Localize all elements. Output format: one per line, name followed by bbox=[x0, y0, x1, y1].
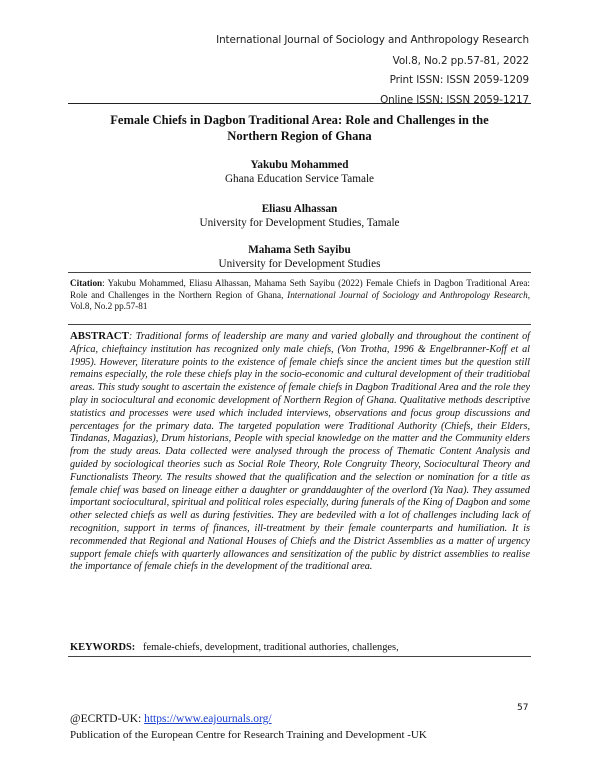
author-affiliation: University for Development Studies bbox=[218, 258, 381, 270]
keywords bbox=[70, 641, 530, 654]
citation-journal: International Journal of Sociology and Anthropology Research bbox=[287, 289, 528, 300]
abstract-divider bbox=[68, 324, 531, 325]
journal-name: International Journal of Sociology and Anthropology Research bbox=[216, 34, 529, 46]
online-issn: Online ISSN: ISSN 2059-1217 bbox=[380, 94, 529, 106]
keywords-label: KEYWORDS: bbox=[70, 642, 136, 653]
author-affiliation: Ghana Education Service Tamale bbox=[224, 173, 375, 185]
volume-info: Vol.8, No.2 pp.57-81, 2022 bbox=[392, 55, 529, 67]
citation-label: Citation bbox=[70, 278, 103, 288]
header-divider bbox=[68, 103, 531, 104]
keywords-text: female-chiefs, development, traditional authories, challenges, bbox=[143, 642, 399, 653]
footer-publisher-link bbox=[70, 713, 272, 725]
author-block-2 bbox=[68, 202, 531, 230]
paper-title bbox=[68, 112, 531, 144]
author-block-3 bbox=[68, 243, 531, 271]
author-name: Eliasu Alhassan bbox=[261, 203, 338, 215]
footer-prefix: @ECRTD-UK: bbox=[70, 713, 145, 725]
print-issn: Print ISSN: ISSN 2059-1209 bbox=[389, 74, 529, 86]
citation-divider bbox=[68, 272, 531, 273]
author-name: Mahama Seth Sayibu bbox=[248, 244, 351, 256]
abstract bbox=[70, 330, 530, 574]
author-block-1 bbox=[68, 158, 531, 186]
citation-issue: , Vol.8, No.2 pp.57-81 bbox=[70, 289, 530, 312]
abstract-text: : Traditional forms of leadership are many and varied globally and throughout the continent of Africa, chieftaincy institution has recognized only male chiefs, (Von Trotha, 1996 & Engelbranner-Koff et al 1995). However, literature points to the existence of female chiefs since the ancient times but the question still remains especially, the role these chiefs play in the socio-economic and cultural development of their traditiobal areas. This study sought to ascertain the existence of female chiefs in Dagbon Traditional Area and the role they play in sociocultural and economic development of Northern Region of Ghana. Qualitative methods descriptive statistics and processes were used which included interviews, observations and focus group discussions and percentages for the primary data. The targeted population were Traditional Authority (Chiefs, their Elders, Tindanas, Magazias), Drum historians, People with special knowledge on the matter and the Community elders from the study areas. Data collected were analysed through the process of Thematic Content Analysis and guided by sociological theories such as Social Role Theory, Role Congruity Theory, Sociocultural Theory and Functionalists Theory. The results showed that the qualification and the selection or nomination for a title as female chief was based on lineage either a daughter or granddaughter of the overlord (Ya Naa). They assumed important sociocultural, spiritual and political roles especially, during funerals of the King of Dagbon and some other selected chiefs as well as during festivities. They are bedeviled with a lot of challenges including lack of recognition, support in terms of finances, ill-treatment by their female counterparts and humiliation. It is recommended that Regional and National Houses of Chiefs and the District Assemblies as a matter of urgency support female chiefs with quarterly allowances and sensitization of the public by district assemblies to realise the importance of female chiefs in the development of the traditional area. bbox=[70, 331, 530, 573]
title-line-2: Northern Region of Ghana bbox=[227, 129, 372, 143]
keywords-divider bbox=[68, 656, 531, 657]
page-number: 57 bbox=[517, 703, 529, 713]
title-line-1: Female Chiefs in Dagbon Traditional Area: Role and Challenges in the bbox=[110, 113, 489, 127]
citation-text: : Yakubu Mohammed, Eliasu Alhassan, Mahama Seth Sayibu (2022) Female Chiefs in Dagbon Traditional Area: Role and Challenges in the Northern Region of Ghana, bbox=[70, 278, 530, 300]
citation-block bbox=[70, 278, 530, 313]
journal-url-link[interactable]: https://www.eajournals.org/ bbox=[144, 713, 272, 725]
abstract-label: ABSTRACT bbox=[70, 330, 129, 342]
author-affiliation: University for Development Studies, Tamale bbox=[199, 217, 400, 229]
footer-publication: Publication of the European Centre for Research Training and Development -UK bbox=[70, 729, 427, 741]
author-name: Yakubu Mohammed bbox=[250, 159, 349, 171]
